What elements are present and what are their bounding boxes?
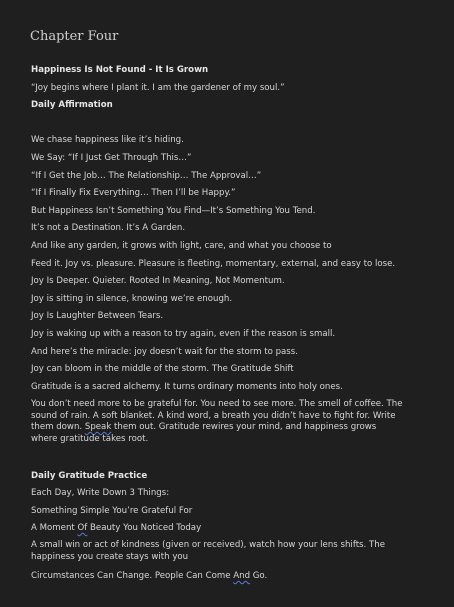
quote-line: “Joy begins where I plant it. I am the gardener of my soul.” [31,83,285,93]
spellcheck-word-of[interactable]: Of [77,523,88,533]
line-text: A Moment [31,523,78,533]
text-line: “If I Get the Job… The Relationship… The Approval…” [31,171,262,181]
text-line: Joy is sitting in silence, knowing we’re enough. [31,294,233,304]
chapter-title: Chapter Four [30,29,119,44]
text-line: “If I Finally Fix Everything… Then I’ll be Happy.” [31,188,236,198]
text-line: It’s not a Destination. It’s A Garden. [31,223,186,233]
text-line: Something Simple You’re Grateful For [31,506,193,516]
text-line: We Say: “If I Just Get Through This…” [31,153,192,163]
text-line: Joy Is Deeper. Quieter. Rooted In Meaning, Not Momentum. [31,276,285,286]
text-line: Joy can bloom in the middle of the storm. The Gratitude Shift [31,364,294,374]
affirmation-heading: Daily Affirmation [31,100,113,110]
line-text: Circumstances Can Change. People Can Come [31,571,234,581]
text-line [31,522,431,534]
text-line [31,570,431,582]
practice-heading: Daily Gratitude Practice [31,471,148,481]
text-line: And here’s the miracle: joy doesn’t wait for the storm to pass. [31,347,298,357]
text-line: And like any garden, it grows with light, care, and what you choose to [31,241,332,251]
lens-paragraph: A small win or act of kindness (given or received), watch how your lens shifts. The happiness you create stays with you [31,540,385,562]
spellcheck-word-speak[interactable]: Speak [84,422,112,432]
text-line: Feed it. Joy vs. pleasure. Pleasure is fleeting, momentary, external, and easy to lose. [31,259,396,269]
text-line: Gratitude is a sacred alchemy. It turns ordinary moments into holy ones. [31,382,343,392]
spellcheck-word-and[interactable]: And [233,571,251,581]
text-line: Joy Is Laughter Between Tears. [31,311,164,321]
paragraph-text: You don’t need more to be grateful for. You need to see more. The smell of coffee. The sound of rain. A soft blanket. A kind word, a breath you didn’t have to fight for. Write them down. [31,399,403,432]
gratitude-paragraph [31,399,403,445]
text-line: Joy is waking up with a reason to try again, even if the reason is small. [31,329,336,339]
text-line: Each Day, Write Down 3 Things: [31,488,170,498]
section-heading: Happiness Is Not Found - It Is Grown [31,65,209,75]
text-line: But Happiness Isn’t Something You Find—It’s Something You Tend. [31,206,316,216]
line-text: Go. [250,571,268,581]
text-line: We chase happiness like it’s hiding. [31,135,184,145]
line-text: Beauty You Noticed Today [87,523,202,533]
paragraph-text: them out. Gratitude rewires your mind, and happiness grows where gratitude takes root. [31,422,377,444]
